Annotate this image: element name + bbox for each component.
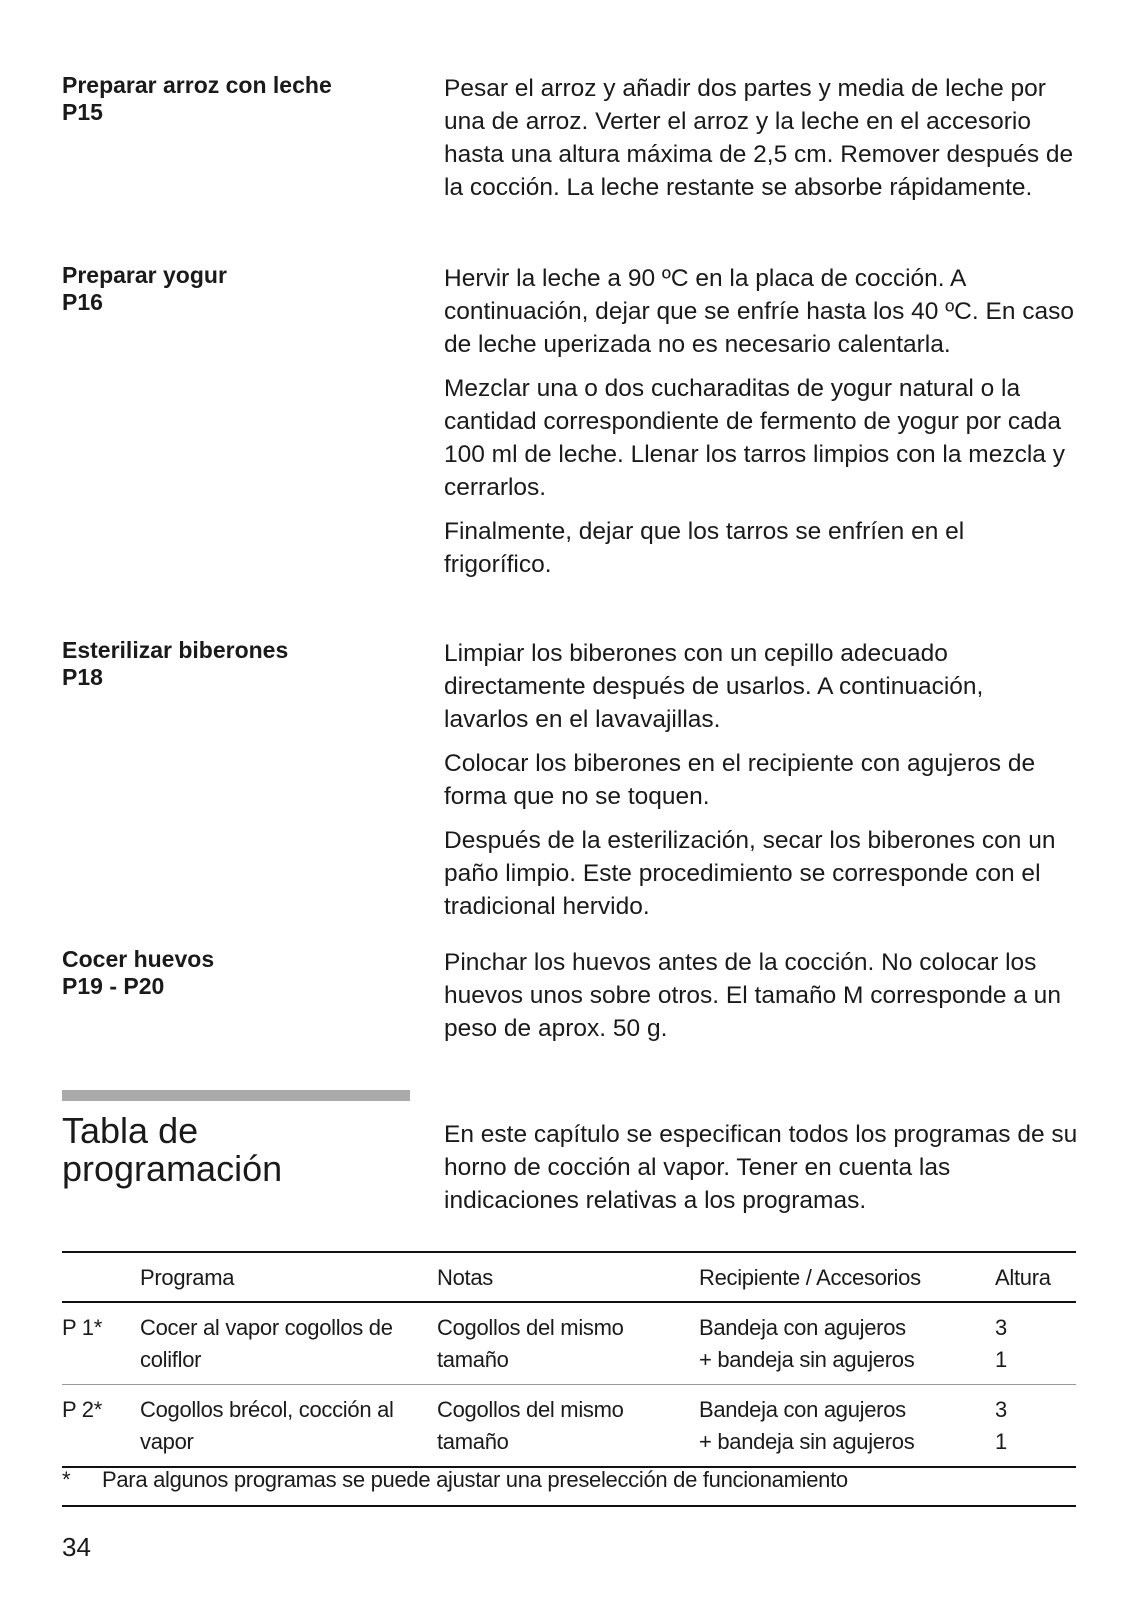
table-row [62,1385,1076,1468]
program-code: P18 [62,664,103,690]
cell-notas [437,1385,699,1468]
cell-line: tamaño [437,1347,509,1372]
cell-line: Bandeja con agujeros [699,1397,906,1422]
chapter-title [62,1112,402,1188]
section-title: Cocer huevos [62,946,215,972]
section-body [444,262,1074,592]
cell-line: Bandeja con agujeros [699,1315,906,1340]
program-code: P16 [62,289,103,315]
program-code: P15 [62,99,103,125]
section-title: Preparar yogur [62,262,227,288]
cell-notas [437,1302,699,1385]
column-header-id [62,1252,140,1302]
section-body [444,637,1074,934]
cell-recipiente [699,1385,995,1468]
cell-line: 3 [995,1397,1007,1422]
section-label [62,72,412,126]
paragraph: Después de la esterilización, secar los biberones con un paño limpio. Este procedimiento se corresponde con el tradicional hervido. [444,827,1056,920]
chapter-heading-bar [62,1090,410,1101]
footnote-text: Para algunos programas se puede ajustar una preselección de funcionamiento [102,1467,848,1492]
chapter-title-line: Tabla de [62,1110,199,1151]
column-header-programa: Programa [140,1252,437,1302]
column-header-notas: Notas [437,1252,699,1302]
cell-altura [995,1302,1076,1385]
section-label [62,637,412,691]
cell-line: Cocer al vapor cogollos de [140,1315,393,1340]
cell-line: Cogollos del mismo [437,1397,624,1422]
cell-line: 3 [995,1315,1007,1340]
cell-line: 1 [995,1347,1007,1372]
section-label [62,262,412,316]
paragraph: Hervir la leche a 90 ºC en la placa de cocción. A continuación, dejar que se enfríe hasta los 40 ºC. En caso de leche uperizada no es necesario calentarla. [444,265,1075,358]
section-title: Esterilizar biberones [62,637,289,663]
paragraph: Mezclar una o dos cucharaditas de yogur natural o la cantidad correspondiente de fermento de yogur por cada 100 ml de leche. Llenar los tarros limpios con la mezcla y cerrarlos. [444,375,1065,501]
paragraph: Finalmente, dejar que los tarros se enfríen en el frigorífico. [444,518,965,578]
section-label [62,946,412,1000]
table-footnote [62,1461,1076,1507]
cell-line: vapor [140,1429,194,1454]
cell-line: + bandeja sin agujeros [699,1347,915,1372]
cell-line: coliflor [140,1347,202,1372]
cell-programa [140,1302,437,1385]
cell-line: Cogollos del mismo [437,1315,624,1340]
program-code: P19 - P20 [62,973,165,999]
footnote-marker: * [62,1467,71,1492]
section-body [444,946,1074,1056]
program-table [62,1251,1076,1468]
cell-line: 1 [995,1429,1007,1454]
cell-recipiente [699,1302,995,1385]
chapter-intro: En este capítulo se especifican todos los programas de su horno de cocción al vapor. Tener en cuenta las indicaciones relativas a los programas. [444,1121,1078,1214]
paragraph: Pinchar los huevos antes de la cocción. No colocar los huevos unos sobre otros. El tamaño M corresponde a un peso de aprox. 50 g. [444,949,1061,1042]
paragraph: Limpiar los biberones con un cepillo adecuado directamente después de usarlos. A continuación, lavarlos en el lavavajillas. [444,640,984,733]
section-title: Preparar arroz con leche [62,72,332,98]
cell-line: + bandeja sin agujeros [699,1429,915,1454]
cell-line: tamaño [437,1429,509,1454]
cell-programa [140,1385,437,1468]
cell-program-id: P 1* [62,1302,140,1385]
cell-line: Cogollos brécol, cocción al [140,1397,394,1422]
column-header-altura: Altura [995,1252,1076,1302]
cell-altura [995,1385,1076,1468]
cell-program-id: P 2* [62,1385,140,1468]
section-body [444,72,1074,215]
page-number: 34 [62,1532,91,1562]
column-header-recipiente: Recipiente / Accesorios [699,1252,995,1302]
table-header-row [62,1252,1076,1302]
chapter-title-line: programación [62,1148,283,1189]
table-row [62,1302,1076,1385]
paragraph: Pesar el arroz y añadir dos partes y media de leche por una de arroz. Verter el arroz y la leche en el accesorio hasta una altura máxima de 2,5 cm. Remover después de la cocción. La leche restante se absorbe rápidamente. [444,75,1074,201]
paragraph: Colocar los biberones en el recipiente con agujeros de forma que no se toquen. [444,750,1036,810]
